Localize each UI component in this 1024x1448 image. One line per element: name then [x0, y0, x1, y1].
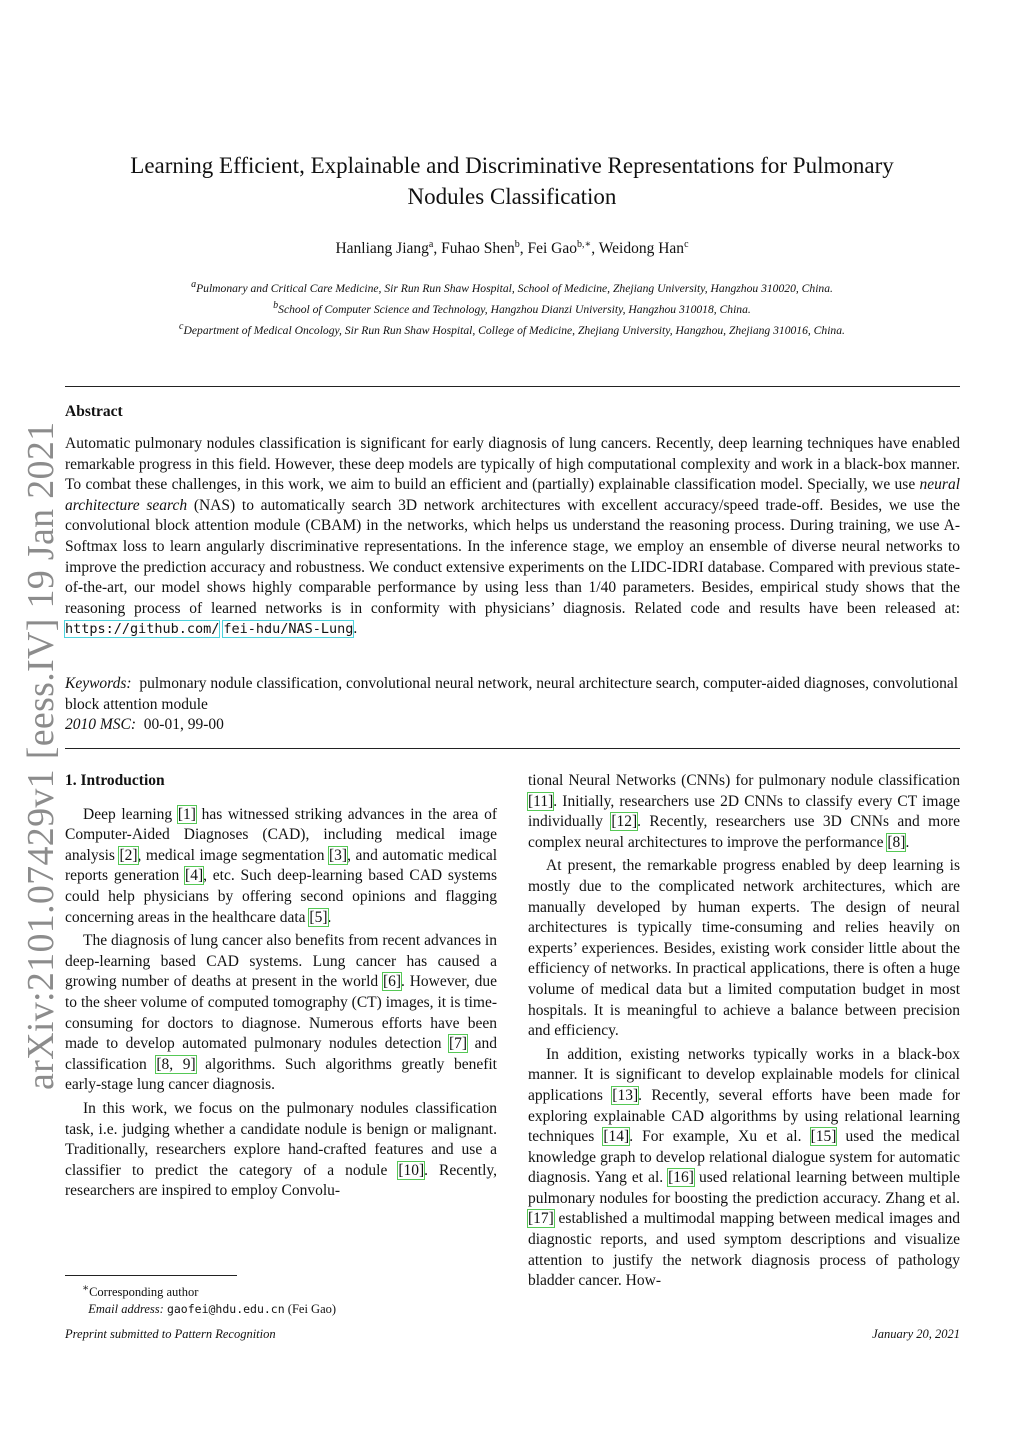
paragraph [65, 1099, 497, 1202]
author-name: Fei Gao [527, 240, 577, 258]
affiliation-b [60, 297, 964, 318]
msc-label: 2010 MSC: [65, 716, 137, 734]
footnote-email [82, 1301, 336, 1318]
abstract-text: . [353, 620, 358, 638]
email-label: Email address: [88, 1302, 164, 1317]
paragraph-text: tional Neural Networks (CNNs) for pulmonary nodule classification [528, 772, 960, 789]
paragraph-text: used relational learning between multiple pulmonary nodules for boosting the prediction accuracy. Zhang et al. [528, 1169, 960, 1207]
citation-link[interactable]: [10] [398, 1161, 425, 1179]
arxiv-stamp: arXiv:2101.07429v1 [eess.IV] 19 Jan 2021 [20, 421, 62, 1090]
abstract-text: Automatic pulmonary nodules classification is significant for early diagnosis of lung cancers. Recently, deep learning techniques have enabled remarkable progress in this field. However, these deep models are typically of high computational complexity and work in a black-box manner. To combat these challenges, in this work, we aim to build an efficient and (partially) explainable classification model. Specially, we use [65, 435, 960, 494]
divider-top [65, 386, 960, 387]
affiliations [60, 276, 964, 339]
citation-link[interactable]: [8] [887, 833, 906, 851]
author-name: Weidong Han [598, 240, 685, 258]
citation-link[interactable]: [16] [668, 1169, 694, 1187]
paragraph: At present, the remarkable progress enabled by deep learning is mostly due to the complicated network architectures, which are manually developed by human experts. The design of neural architectures is typically time-consuming and relies heavily on experts’ experiences. Besides, existing work consider little about the efficiency of networks. In practical applications, there is often a huge volume of medical data but a limited computation budget in most hospitals. It is meaningful to achieve a balance between precision and efficiency. [528, 857, 960, 1040]
keywords-label: Keywords: [65, 675, 132, 692]
paragraph [65, 931, 497, 1096]
paragraph-text: . Recently, researchers are inspired to employ Convolu- [65, 1161, 497, 1200]
footnote [82, 1280, 336, 1318]
footnote-corresponding [82, 1280, 336, 1301]
paper-title: Learning Efficient, Explainable and Discriminative Representations for Pulmonary Nodules Classification [130, 153, 894, 209]
citation-link[interactable]: [6] [382, 973, 402, 991]
citation-link[interactable]: [17] [528, 1210, 554, 1228]
affiliation-text: Department of Medical Oncology, Sir Run Run Shaw Hospital, College of Medicine, Zhejiang University, Hangzhou, Zhejiang 310016, China. [183, 323, 845, 337]
affiliation-mark: c [179, 320, 184, 332]
author-affil-mark: b,∗ [577, 239, 592, 250]
footnote-text: Corresponding author [89, 1285, 199, 1300]
paragraph-text: . For example, Xu et al. [629, 1128, 811, 1146]
paragraph-text: In this work, we focus on the pulmonary nodules classification task, i.e. judging whether a candidate nodule is benign or malignant. Traditionally, researchers explore hand-crafted features and use a classifier to predict the category of a nodule [65, 1099, 497, 1179]
paragraph-text: . Recently, several efforts have been made for exploring explainable CAD algorithms by using relational learning techniques [528, 1086, 960, 1146]
keywords-block [65, 674, 960, 736]
email-link[interactable]: gaofei@hdu.edu.cn [166, 1302, 285, 1317]
divider-bottom [65, 748, 960, 749]
citation-link[interactable]: [4] [185, 867, 204, 885]
footnote-mark: ∗ [82, 1283, 90, 1294]
paragraph-text: , etc. Such deep-learning based CAD systems could help physicians by offering second opinions and flagging concerning areas in the healthcare data [65, 867, 497, 926]
abstract-body [65, 434, 960, 640]
email-suffix: (Fei Gao) [287, 1302, 337, 1317]
left-column [65, 771, 497, 1205]
affiliation-c [60, 318, 964, 339]
paragraph-text: used the medical knowledge graph to develop relational dialogue system for automatic diagnosis. Yang et al. [528, 1128, 960, 1187]
author-name: Fuhao Shen [441, 240, 515, 258]
paragraph-text: . Initially, researchers use 2D CNNs to classify every CT image individually [528, 792, 960, 831]
paragraph-text: established a multimodal mapping between medical images and diagnostic reports, and used symptom descriptions and visualize attention to justify the network diagnosis process of pathology bladder cancer. How- [528, 1210, 960, 1290]
citation-link[interactable]: [12] [611, 813, 638, 831]
author-affil-mark: b [514, 239, 520, 250]
citation-link[interactable]: [14] [603, 1128, 630, 1146]
citation-link[interactable]: [3] [329, 846, 348, 864]
abstract-heading: Abstract [65, 403, 123, 420]
paragraph-text: , medical image segmentation [137, 846, 329, 864]
abstract-text: (NAS) to automatically search 3D network architectures with excellent accuracy/speed trade-off. Besides, we use the convolutional block attention module (CBAM) in the networks, which helps us understand the reasoning process. During training, we use A-Softmax loss to learn angularly discriminative representations. In the inference stage, we employ an ensemble of diverse neural networks to improve the prediction accuracy and robustness. We conduct extensive experiments on the LIDC-IDRI database. Compared with previous state-of-the-art, our model shows highly comparable performance by using less than 1/40 parameters. Besides, empirical study shows that the reasoning process of learned networks is in conformity with physicians’ diagnosis. Related code and results have been released at: [65, 496, 960, 617]
paragraph-text: In addition, existing networks typically works in a black-box manner. It is significant to develop explainable models for clinical applications [528, 1045, 960, 1104]
paragraph-text: , and automatic medical reports generation [65, 846, 498, 885]
affiliation-text: Pulmonary and Critical Care Medicine, Sir Run Run Shaw Hospital, School of Medicine, Zhejiang University, Hangzhou 310020, China. [196, 281, 833, 295]
author-name: Hanliang Jiang [335, 240, 429, 258]
keywords-text: pulmonary nodule classification, convolutional neural network, neural architecture search, computer-aided diagnoses, convolutional block attention module [65, 675, 959, 713]
citation-link[interactable]: [11] [528, 792, 554, 810]
paragraph [65, 805, 497, 929]
author-affil-mark: a [428, 239, 434, 250]
citation-link[interactable]: [1] [177, 805, 196, 823]
paragraph-text: . Recently, researchers use 3D CNNs and more complex neural architectures to improve the performance [528, 813, 960, 851]
code-url-link[interactable]: fei-hdu/NAS-Lung [223, 621, 354, 638]
affiliation-text: School of Computer Science and Technology, Hangzhou Dianzi University, Hangzhou 310018, China. [278, 302, 751, 316]
citation-link[interactable]: [13] [612, 1086, 639, 1104]
paragraph [528, 771, 960, 853]
footnote-divider [65, 1275, 237, 1276]
author-affil-mark: c [684, 239, 689, 250]
paragraph-text: has witnessed striking advances in the area of Computer-Aided Diagnoses (CAD), including medical image analysis [65, 805, 497, 864]
msc-text: 00-01, 99-00 [143, 716, 224, 734]
right-column [528, 771, 960, 1295]
paragraph-text: Deep learning [83, 805, 178, 823]
footer-preprint-note: Preprint submitted to Pattern Recognition [65, 1327, 276, 1341]
affiliation-a [60, 276, 964, 297]
citation-link[interactable]: [2] [119, 846, 138, 864]
paragraph-text: and classification [65, 1035, 497, 1073]
section-heading: 1. Introduction [65, 772, 165, 789]
citation-link[interactable]: [15] [810, 1128, 837, 1146]
paragraph-text: . However, due to the sheer volume of computed tomography (CT) images, it is time-consuming for doctors to diagnose. Numerous efforts have been made to develop automated pulmonary nodules detection [65, 973, 497, 1053]
citation-link[interactable]: [8, 9] [156, 1055, 196, 1073]
code-url-link[interactable]: https://github.com/ [65, 621, 220, 638]
author-list: Hanliang Jiang$^a$, Fuhao Shen$^b$, Fei Gao$^{b,∗}$, Weidong Han$^c$ [335, 239, 689, 258]
citation-link[interactable]: [7] [449, 1035, 468, 1053]
paragraph-text: . [905, 833, 910, 851]
paragraph-text: . [327, 908, 332, 926]
paragraph [528, 1045, 960, 1292]
paragraph-text: The diagnosis of lung cancer also benefits from recent advances in deep-learning based CAD systems. Lung cancer has caused a growing number of deaths at present in the world [65, 932, 497, 991]
abstract-emphasis: neural architecture search [65, 476, 960, 514]
affiliation-mark: b [273, 299, 279, 311]
footer-date: January 20, 2021 [872, 1327, 960, 1341]
affiliation-mark: a [191, 279, 197, 290]
paragraph-text: algorithms. Such algorithms greatly benefit early-stage lung cancer diagnosis. [65, 1055, 497, 1094]
citation-link[interactable]: [5] [309, 908, 328, 926]
